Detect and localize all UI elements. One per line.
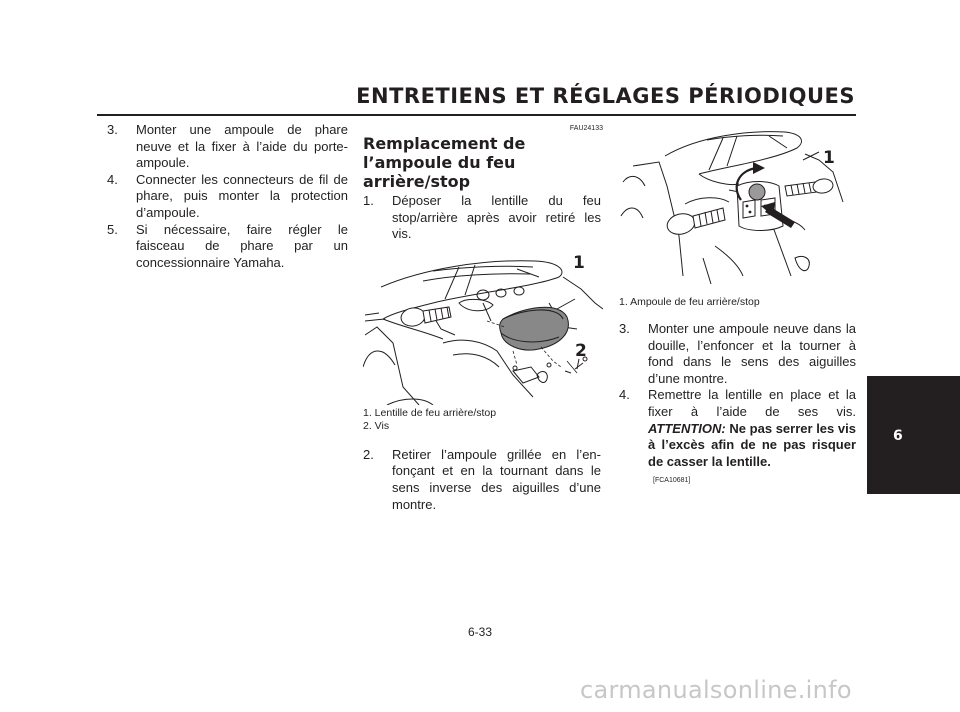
warning-code: [FCA10681] [653, 477, 691, 485]
right-column [619, 122, 856, 485]
middle-column [363, 122, 603, 513]
chapter-header-title: ENTRETIENS ET RÉGLAGES PÉRIODIQUES [356, 84, 855, 108]
watermark: carmanualsonline.info [580, 676, 852, 704]
step-item: 1. Déposer la lentille du feu stop/arrière après avoir retiré les vis. [363, 193, 601, 242]
section-title: Remplacement de l’ampoule du feu arrière/stop [363, 134, 526, 191]
figure-taillight-bulb [619, 126, 856, 290]
figure-caption [619, 296, 856, 309]
step-item: 5. Si nécessaire, faire régler le faisceau de phare par un concessionnaire Yamaha. [107, 221, 348, 270]
attention-label: ATTENTION: [648, 420, 726, 436]
chapter-tab [867, 376, 960, 494]
caption-line: 1. Ampoule de feu arrière/stop [619, 296, 760, 308]
mid-steps-list [363, 193, 603, 243]
figure-label-1: 1 [823, 148, 835, 168]
header-rule [97, 114, 856, 116]
figure-label-2: 2 [575, 340, 587, 361]
step-item: 4. Connecter les connecteurs de fil de phare, puis monter la protection d’ampoule. [107, 171, 348, 220]
step-item: 3. Monter une ampoule neuve dans la douille, l’enfoncer et la tourner à fond dans le sens des aiguilles d’une montre. [619, 321, 856, 386]
section-code: FAU24133 [569, 125, 603, 132]
figure-label-1: 1 [573, 252, 585, 273]
figure-caption [363, 407, 603, 433]
caption-line: 1. Lentille de feu arrière/stop [363, 406, 497, 419]
taillight-lens-illustration [363, 247, 603, 405]
caption-line: 2. Vis [363, 419, 390, 432]
left-column [107, 122, 348, 271]
taillight-bulb-illustration [619, 126, 856, 290]
figure-taillight-lens [363, 247, 603, 405]
step-item: 4. Remettre la lentille en place et la fixer à l’aide de ses vis. ATTENTION: Ne pas serrer les vis à l’excès afin de ne pas risquer de casser la lentille. [619, 387, 856, 469]
mid-steps-list-2 [363, 447, 603, 513]
step-item: 3. Monter une ampoule de phare neuve et la fixer à l’aide du porte-ampoule. [107, 122, 348, 171]
page-number: 6-33 [467, 625, 493, 639]
attention-text: Ne pas serrer les vis à l’excès afin de ne pas risquer de casser la lentille. [648, 420, 856, 469]
chapter-tab-number: 6 [893, 428, 903, 444]
step-item: 2. Retirer l’ampoule grillée en l’enfonçant et en la tournant dans le sens inverse des aiguilles d’une montre. [363, 446, 601, 512]
right-steps-list [619, 321, 856, 470]
left-steps-list [107, 122, 348, 271]
